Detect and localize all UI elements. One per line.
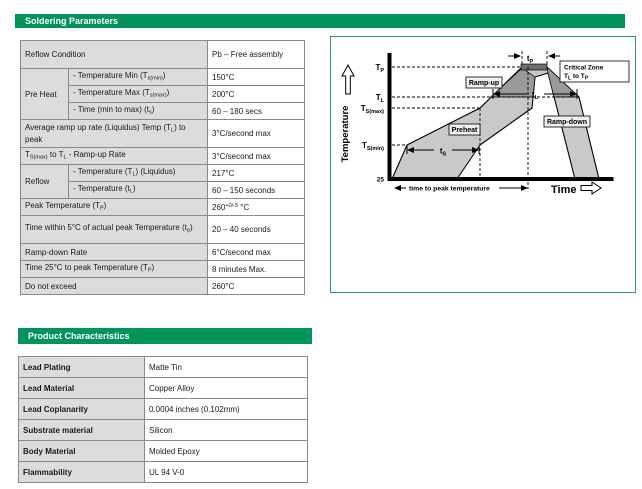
- tl-marker-label: $t_L$: [531, 90, 539, 101]
- param-value: 3°C/second max: [208, 148, 305, 165]
- label-tsmin: $T_{S(min)}$: [361, 141, 384, 152]
- y-axis-title: Temperature: [340, 105, 351, 163]
- time-to-peak-label: time to peak temperature: [409, 185, 490, 193]
- table-row: [19, 420, 308, 441]
- table-row: [21, 244, 305, 261]
- table-row: [21, 216, 305, 244]
- ts-marker-label: $t_S$: [439, 146, 447, 158]
- characteristic-label: Flammability: [19, 462, 145, 483]
- x-axis-title: Time: [551, 184, 577, 196]
- y-axis: [388, 53, 392, 181]
- reflow-profile-diagram: [330, 36, 636, 293]
- characteristic-value: Copper Alloy: [145, 378, 308, 399]
- ramp-up-label: Ramp-up: [468, 80, 500, 87]
- product-characteristics-title: Product Characteristics: [28, 331, 130, 341]
- table-row: [19, 378, 308, 399]
- characteristic-label: Lead Plating: [19, 357, 145, 378]
- characteristic-label: Body Material: [19, 441, 145, 462]
- table-row: [21, 199, 305, 216]
- critical-zone-label-line2: $T_L$ to $T_P$: [564, 73, 589, 82]
- param-value: 60 – 180 secs: [208, 103, 305, 120]
- table-row: [21, 165, 305, 182]
- table-row: [19, 399, 308, 420]
- soldering-table: [20, 40, 305, 295]
- param-value: Pb – Free assembly: [208, 41, 305, 69]
- characteristic-value: Silicon: [145, 420, 308, 441]
- characteristic-label: Lead Material: [19, 378, 145, 399]
- characteristic-value: Molded Epoxy: [145, 441, 308, 462]
- table-row: [19, 462, 308, 483]
- param-label: Reflow Condition: [21, 41, 208, 69]
- param-label: - Temperature Max (Ts(max)): [69, 86, 208, 103]
- table-row: [19, 441, 308, 462]
- param-value: 20 – 40 seconds: [208, 216, 305, 244]
- param-value: 217°C: [208, 165, 305, 182]
- label-tl: $T_L$: [375, 93, 384, 104]
- peak-flat-top: [521, 64, 547, 70]
- characteristic-label: Substrate material: [19, 420, 145, 441]
- param-label: Time 25°C to peak Temperature (TP): [21, 261, 208, 278]
- preheat-label: Preheat: [451, 127, 478, 134]
- param-group-label: Reflow: [21, 165, 69, 199]
- ramp-down-label: Ramp-down: [546, 119, 588, 126]
- table-row: [21, 69, 305, 86]
- x-axis: [388, 177, 614, 181]
- param-label: - Temperature (TL) (Liquidus): [69, 165, 208, 182]
- soldering-parameters-header: [15, 14, 625, 28]
- characteristic-label: Lead Coplanarity: [19, 399, 145, 420]
- param-value: 150°C: [208, 69, 305, 86]
- label-origin-25: 25: [376, 176, 384, 184]
- param-label: - Temperature (tL): [69, 182, 208, 199]
- param-label: Do not exceed: [21, 278, 208, 295]
- param-label: Average ramp up rate (Liquidus) Temp (TL) to peak: [21, 120, 208, 148]
- up-arrow-icon: [342, 65, 354, 94]
- param-value: $260^{+0/-5}$ °C: [208, 199, 305, 216]
- param-label: Ramp-down Rate: [21, 244, 208, 261]
- label-tp: $T_P$: [375, 63, 384, 74]
- product-table: [18, 356, 308, 483]
- tp-marker-label: $t_P$: [526, 54, 534, 65]
- param-group-label: Pre Heat: [21, 69, 69, 120]
- table-row: [21, 120, 305, 148]
- characteristic-value: 0.0004 inches (0.102mm): [145, 399, 308, 420]
- table-row: [19, 357, 308, 378]
- param-label: Time within 5°C of actual peak Temperature (tp): [21, 216, 208, 244]
- param-value: 260°C: [208, 278, 305, 295]
- characteristic-value: UL 94 V-0: [145, 462, 308, 483]
- critical-zone-label-line1: Critical Zone: [564, 64, 604, 72]
- param-value: 200°C: [208, 86, 305, 103]
- param-value: 3°C/second max: [208, 120, 305, 148]
- param-value: 60 – 150 seconds: [208, 182, 305, 199]
- characteristic-value: Matte Tin: [145, 357, 308, 378]
- param-value: 8 minutes Max.: [208, 261, 305, 278]
- product-characteristics-header: [18, 328, 312, 344]
- param-label: Peak Temperature (TP): [21, 199, 208, 216]
- table-row: [21, 148, 305, 165]
- right-arrow-icon: [581, 182, 601, 194]
- param-label: - Time (min to max) (ts): [69, 103, 208, 120]
- param-label: - Temperature Min (Ts(min)): [69, 69, 208, 86]
- param-label: TS(max) to TL - Ramp-up Rate: [21, 148, 208, 165]
- soldering-parameters-title: Soldering Parameters: [25, 16, 119, 26]
- param-value: 6°C/second max: [208, 244, 305, 261]
- table-row: [21, 41, 305, 69]
- reflow-profile-plot: [331, 37, 635, 292]
- table-row: [21, 278, 305, 295]
- label-tsmax: $T_{S(max)}$: [360, 104, 384, 115]
- table-row: [21, 261, 305, 278]
